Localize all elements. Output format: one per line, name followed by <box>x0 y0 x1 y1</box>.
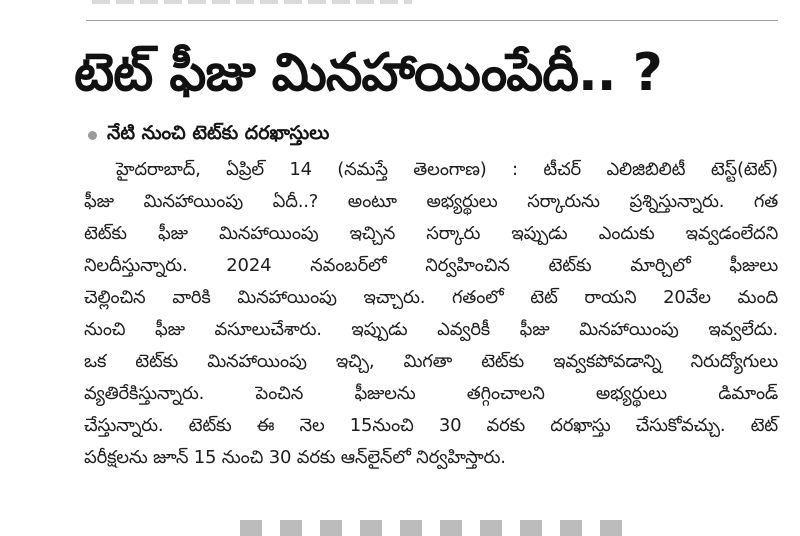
body-line: చేస్తున్నారు. టెట్‌కు ఈ నెల 15నుంచి 30 వరకు దరఖాస్తు చేసుకోవచ్చు. టెట్‌ <box>84 415 778 436</box>
bullet-icon <box>88 131 97 140</box>
body-line: వ్యతిరేకిస్తున్నారు. పెంచిన ఫీజులను తగ్గించాలని అభ్యర్థులు డిమాండ్‌ <box>84 383 778 404</box>
headline: టెట్‌ ఫీజు మినహాయింపేదీ.. ? <box>74 43 662 103</box>
body-line: నిలదీస్తున్నారు. 2024 నవంబర్‌లో నిర్వహించిన టెట్‌కు మార్చిలో ఫీజులు <box>84 255 778 276</box>
body-line: హైదరాబాద్‌, ఏప్రిల్‌ 14 (నమస్తే తెలంగాణ) : టీచర్‌ ఎలిజిబిలిటీ టెస్ట్‌(టెట్‌) <box>116 159 778 180</box>
body-line: టెట్‌కు ఫీజు మినహాయింపు ఇచ్చిన సర్కారు ఇప్పుడు ఎందుకు ఇవ్వడంలేదని <box>84 223 778 244</box>
top-divider <box>86 20 778 21</box>
cropped-text-below <box>240 520 640 536</box>
body-line: పరీక్షలను జూన్‌ 15 నుంచి 30 వరకు ఆన్‌లైన్‌లో నిర్వహిస్తారు. <box>84 447 506 468</box>
cropped-text-above <box>92 0 412 4</box>
article-body <box>84 154 778 474</box>
subheadline: నేటి నుంచి టెట్‌కు దరఖాస్తులు <box>107 121 330 144</box>
subheadline-row <box>88 120 329 150</box>
body-line: నుంచి ఫీజు వసూలుచేశారు. ఇప్పుడు ఎవ్వరికీ ఫీజు మినహాయింపు ఇవ్వలేదు. <box>84 319 778 340</box>
body-line: ఒక టెట్‌కు మినహాయింపు ఇచ్చి, మిగతా టెట్‌కు ఇవ్వకపోవడాన్ని నిరుద్యోగులు <box>84 351 778 372</box>
body-line: ఫీజు మినహాయింపు ఏదీ..? అంటూ అభ్యర్థులు సర్కారును ప్రశ్నిస్తున్నారు. గత <box>84 191 778 212</box>
body-line: చెల్లించిన వారికి మినహాయింపు ఇచ్చారు. గతంలో టెట్‌ రాయని 20వేల మంది <box>84 287 778 308</box>
